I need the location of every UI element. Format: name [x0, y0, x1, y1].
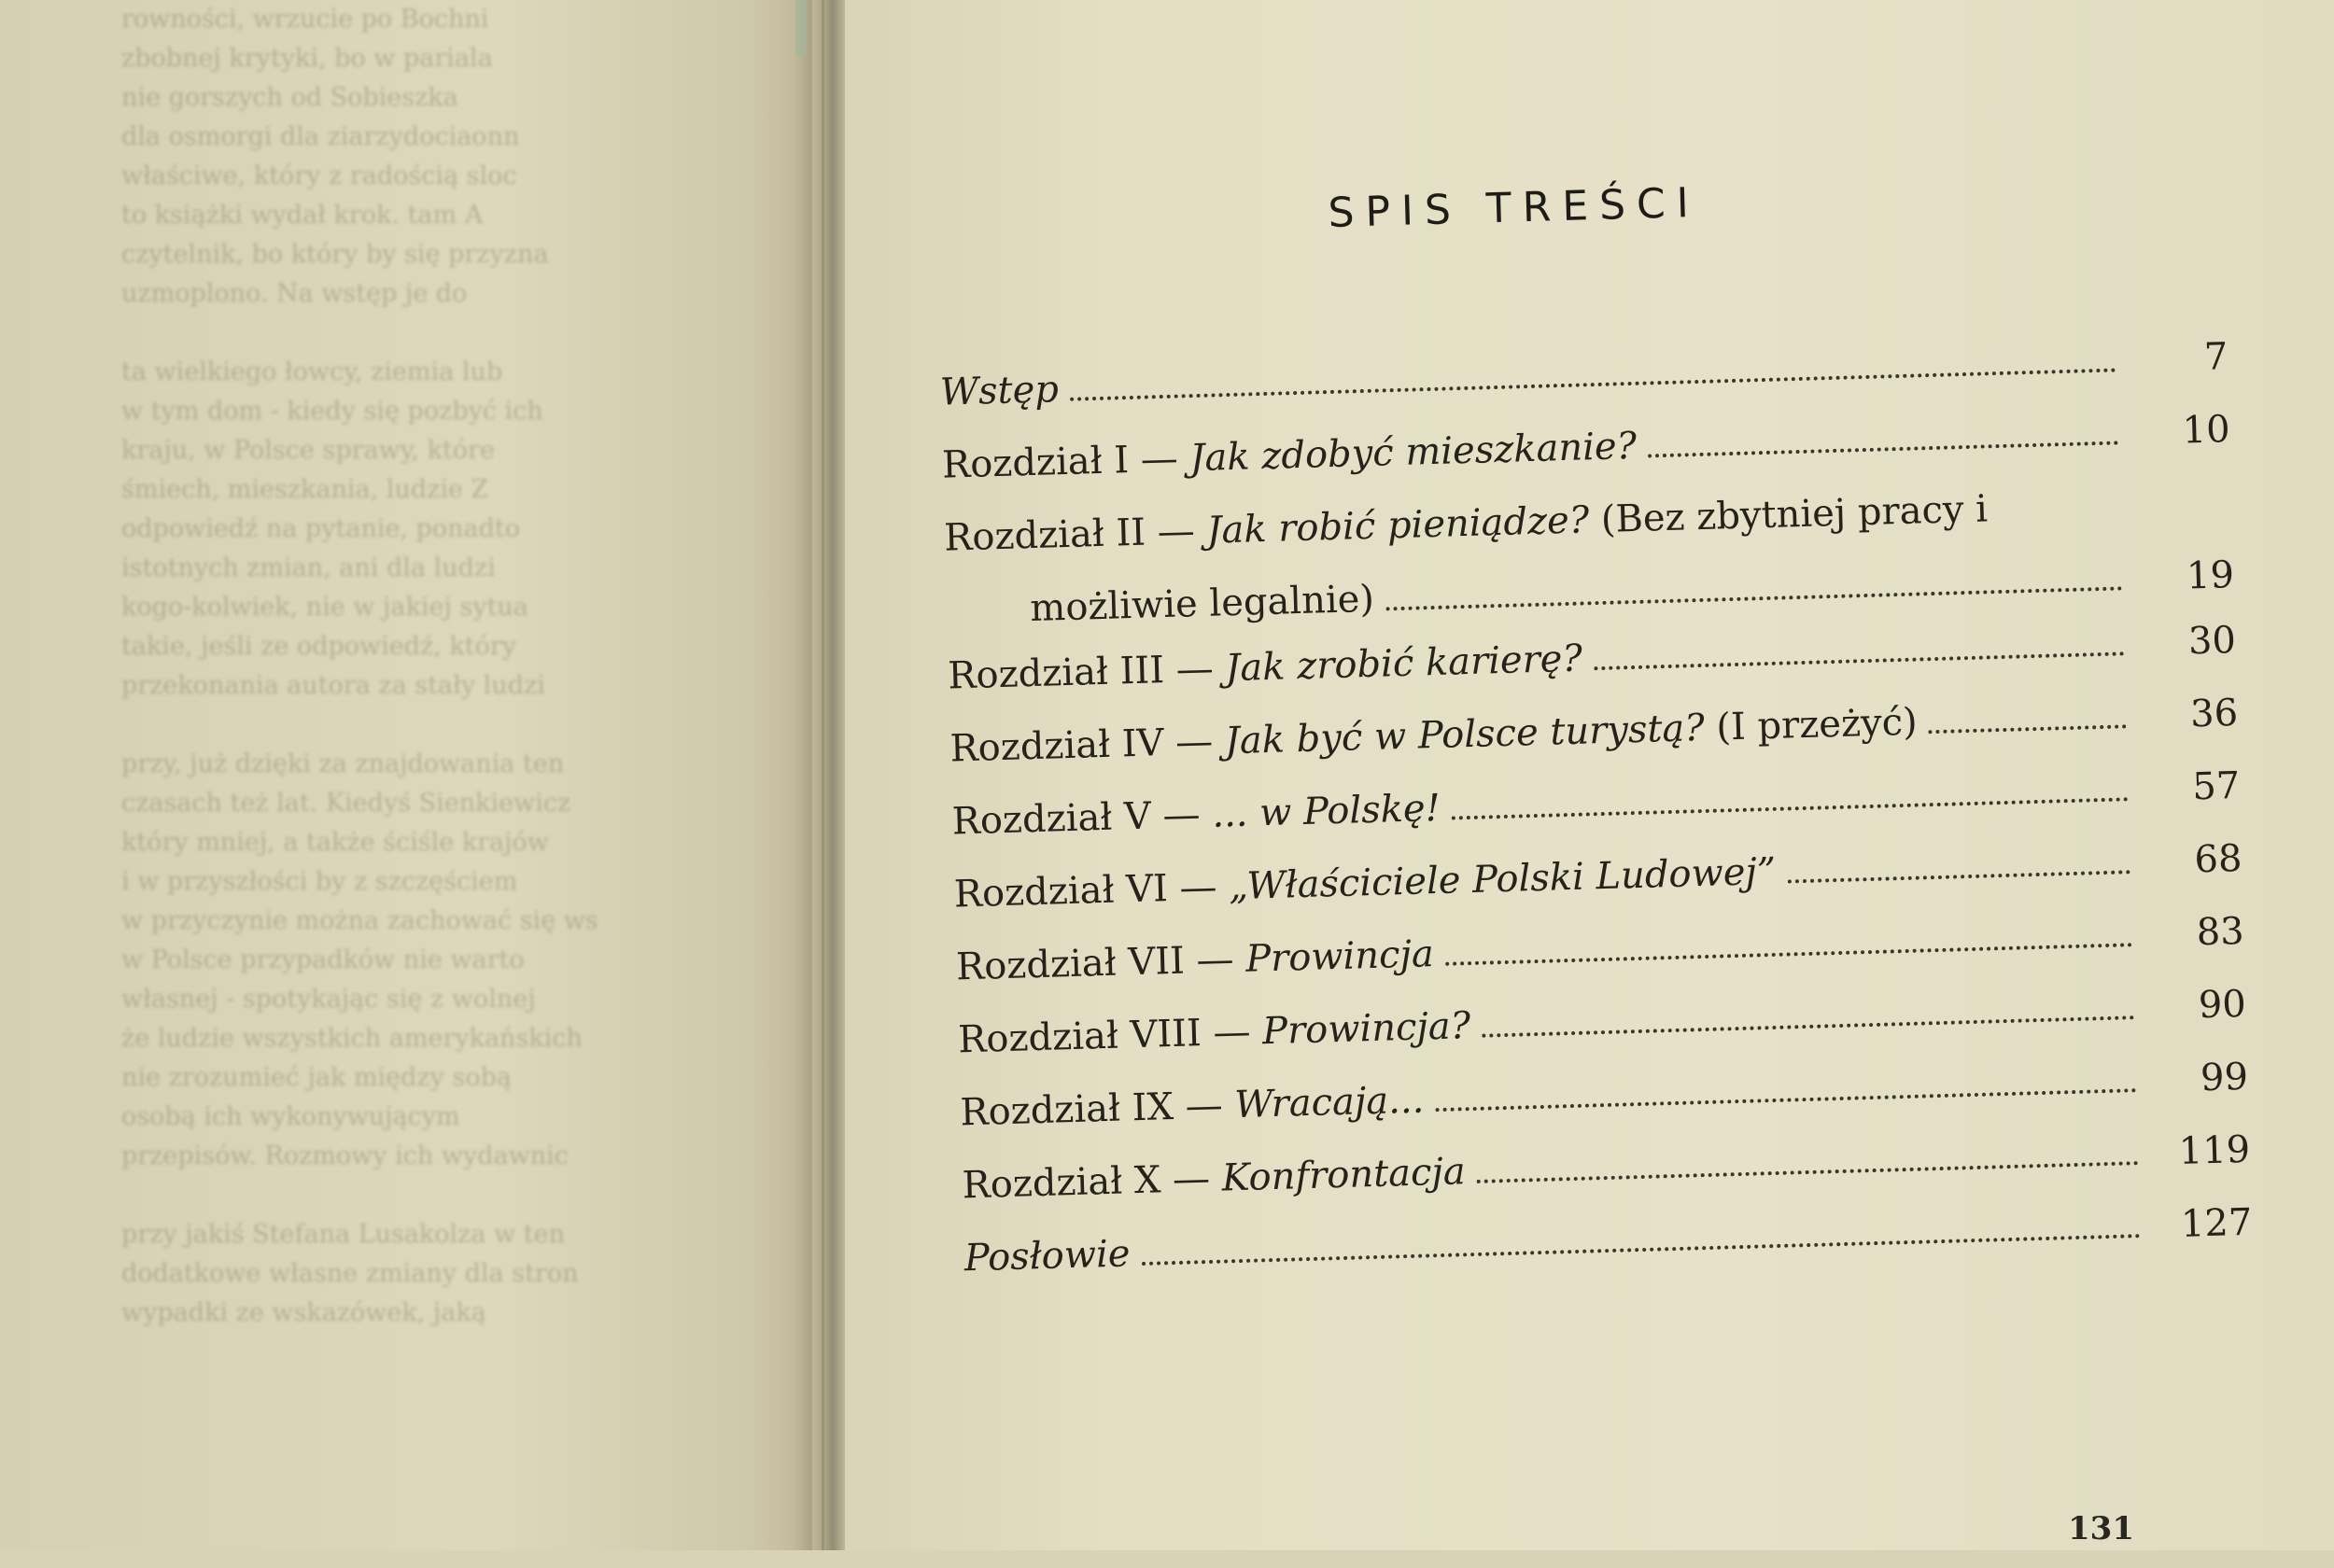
chapter-title: Wracają...: [1233, 1078, 1425, 1127]
bleed-line: osobą ich wykonywującym: [121, 1102, 460, 1131]
chapter-subtitle: możliwie legalnie): [1029, 577, 1375, 631]
chapter-title: Konfrontacja: [1221, 1150, 1467, 1200]
chapter-prefix: Rozdział IX —: [959, 1084, 1235, 1135]
bleed-line: czytelnik, bo który by się przyzna: [121, 240, 549, 269]
bleed-line: istotnych zmian, ani dla ludzi: [121, 553, 496, 582]
bleed-line: przy, już dzięki za znajdowania ten: [121, 749, 565, 778]
chapter-prefix: Rozdział VI —: [953, 865, 1230, 917]
page-ref: 7: [2203, 335, 2229, 379]
bleed-line: przepisów. Rozmowy ich wydawnic: [121, 1141, 569, 1170]
chapter-title: Jak robić pieniądze?: [1205, 498, 1590, 553]
chapter-prefix: Rozdział III —: [947, 647, 1227, 698]
toc-heading: SPIS TREŚCI: [1327, 178, 1701, 237]
bleed-line: przekonania autora za stały ludzi: [121, 671, 545, 700]
page-ref: 68: [2193, 836, 2243, 882]
chapter-title: Jak być w Polsce turystą?: [1224, 706, 1706, 763]
page-ref: 19: [2186, 553, 2235, 598]
toc-entries: [939, 335, 2254, 1309]
bleed-line: śmiech, mieszkania, ludzie Z: [121, 475, 489, 504]
bleed-line: czasach też lat. Kiedyś Sienkiewicz: [121, 789, 571, 818]
chapter-title: Jak zdobyć mieszkanie?: [1188, 424, 1638, 481]
leader-dots: [1385, 585, 2122, 610]
page-number: 131: [2068, 1510, 2134, 1547]
chapter-title: Posłowie: [963, 1232, 1132, 1281]
bleed-line: kogo-kolwiek, nie w jakiej sytua: [121, 593, 528, 622]
toc-entry-label: [939, 368, 1059, 414]
bleed-line: nie zrozumieć jak między sobą: [121, 1063, 512, 1092]
page-ref: [2130, 514, 2232, 517]
bleed-line: rowności, wrzucie po Bochni: [121, 5, 489, 34]
binding-thread: [795, 0, 807, 56]
bleed-line: zbobnej krytyki, bo w pariala: [121, 44, 493, 73]
chapter-subtitle: (I przeżyć): [1704, 700, 1919, 749]
bleed-line: to książki wydał krok. tam A: [121, 201, 484, 230]
leader-dots: [1477, 1160, 2139, 1183]
bleed-line: w tym dom - kiedy się pozbyć ich: [121, 397, 543, 426]
leader-dots: [1594, 651, 2124, 670]
page-ref: 57: [2191, 763, 2241, 809]
page-ref: 90: [2198, 982, 2247, 1028]
leader-dots: [1482, 1015, 2134, 1038]
chapter-prefix: Rozdział V —: [951, 792, 1213, 844]
bleed-line: takie, jeśli ze odpowiedź, który: [121, 632, 517, 661]
page-ref: 10: [2182, 408, 2231, 453]
bleed-through-text: [121, 0, 775, 1550]
chapter-title: Prowincja?: [1261, 1004, 1471, 1054]
bleed-line: uzmoplono. Na wstęp je do: [121, 279, 468, 308]
page-ref: 99: [2200, 1055, 2249, 1100]
chapter-prefix: Rozdział II —: [943, 509, 1208, 560]
bleed-line: [121, 706, 775, 745]
chapter-title: Prowincja: [1244, 932, 1435, 981]
page-ref: 127: [2180, 1200, 2253, 1246]
chapter-prefix: Rozdział I —: [941, 437, 1191, 487]
bleed-line: przy jakiś Stefana Lusakolza w ten: [121, 1220, 565, 1249]
chapter-prefix: Rozdział VIII —: [957, 1010, 1263, 1062]
bleed-line: i w przyszłości by z szczęściem: [121, 867, 518, 896]
chapter-title: Wstęp: [939, 368, 1060, 414]
chapter-prefix: Rozdział IV —: [949, 720, 1226, 771]
chapter-subtitle: (Bez zbytniej pracy i: [1588, 487, 1989, 542]
left-page: [0, 0, 812, 1550]
page-ref: 30: [2187, 619, 2237, 664]
page-ref: 83: [2196, 909, 2245, 955]
leader-dots: [1929, 723, 2127, 734]
bleed-line: dodatkowe własne zmiany dla stron: [121, 1259, 579, 1288]
bleed-line: w przyczynie można zachować się ws: [121, 906, 598, 935]
leader-dots: [1787, 869, 2130, 883]
right-page: [845, 0, 2334, 1550]
bleed-line: nie gorszych od Sobieszka: [121, 83, 458, 112]
bleed-line: że ludzie wszystkich amerykańskich: [121, 1024, 583, 1053]
bleed-line: w Polsce przypadków nie warto: [121, 945, 525, 974]
bleed-line: kraju, w Polsce sprawy, które: [121, 436, 495, 465]
chapter-title: „Właściciele Polski Ludowej”: [1228, 849, 1777, 909]
chapter-prefix: Rozdział X —: [962, 1156, 1223, 1208]
leader-dots: [1452, 796, 2129, 819]
page-ref: 119: [2178, 1127, 2251, 1173]
bleed-line: odpowiedź na pytanie, ponadto: [121, 514, 521, 543]
leader-dots: [1435, 1087, 2136, 1112]
bleed-line: [121, 1176, 775, 1215]
bleed-line: ta wielkiego łowcy, ziemia lub: [121, 357, 503, 386]
bleed-line: wypadki ze wskazówek, jaką: [121, 1298, 486, 1327]
toc-entry-label: [963, 1232, 1131, 1280]
leader-dots: [1070, 367, 2116, 400]
table-of-contents: [930, 0, 2261, 1568]
page-ref: 36: [2189, 691, 2239, 736]
chapter-prefix: Rozdział VII —: [955, 937, 1246, 989]
bleed-line: który mniej, a także ściśle krajów: [121, 828, 549, 857]
bleed-line: własnej - spotykając się z wolnej: [121, 985, 536, 1014]
bleed-line: dla osmorgi dla ziarzydociaonn: [121, 122, 520, 151]
leader-dots: [1142, 1233, 2141, 1266]
chapter-title: ... w Polskę!: [1211, 786, 1441, 836]
leader-dots: [1445, 942, 2132, 966]
chapter-title: Jak zrobić karierę?: [1224, 637, 1583, 691]
bleed-line: właściwe, który z radością sloc: [121, 161, 517, 190]
bleed-line: [121, 314, 775, 353]
book-spine: [822, 0, 824, 1550]
leader-dots: [1648, 440, 2118, 457]
